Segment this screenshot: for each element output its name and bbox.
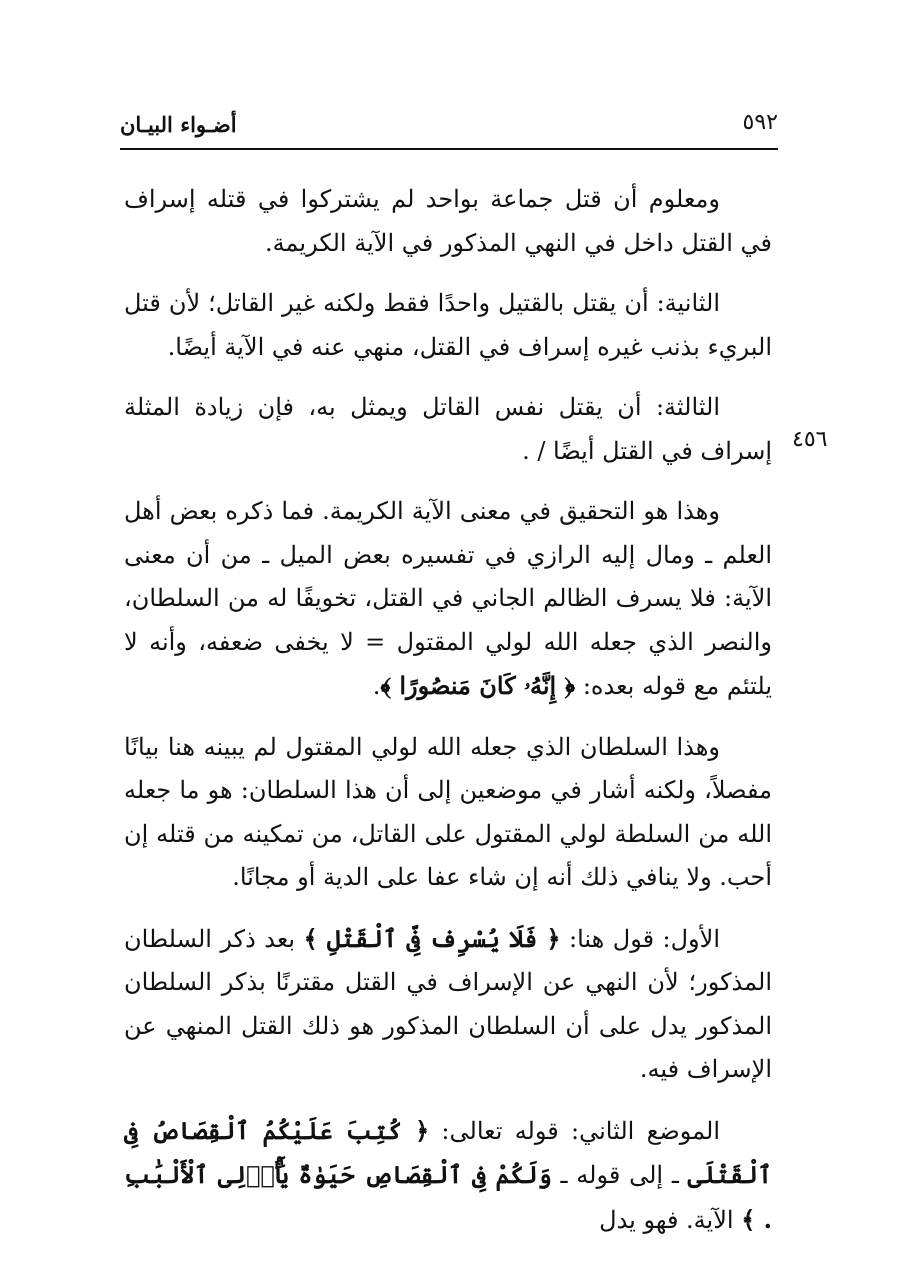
quran-verse: وَلَكُمْ فِى ٱلْقِصَاصِ حَيَوٰةٌ يَٰٓأُو۟لِى ٱلْأَلْبَٰبِ . ﴾ bbox=[124, 1160, 772, 1234]
quran-verse: ﴿ كُتِبَ عَلَيْكُمُ ٱلْقِصَاصُ فِى ٱلْقَتْلَى bbox=[124, 1115, 772, 1189]
paragraph bbox=[124, 917, 772, 1092]
body-text bbox=[124, 178, 772, 1259]
paragraph bbox=[124, 178, 772, 265]
paragraph-text: الأول: قول هنا: bbox=[560, 924, 720, 953]
paragraph-text: ـ إلى قوله ـ bbox=[551, 1161, 688, 1189]
quran-verse: ﴿ إِنَّهُۥ كَانَ مَنصُورًا ﴾ bbox=[380, 671, 576, 700]
paragraph-text: . bbox=[372, 672, 381, 700]
paragraph bbox=[124, 386, 772, 473]
paragraph bbox=[124, 1109, 772, 1243]
book-title: أضـواء البيـان bbox=[120, 112, 237, 137]
paragraph-text: الثانية: أن يقتل بالقتيل واحدًا فقط ولكنه غير القاتل؛ لأن قتل البريء بذنب غيره إسراف في القتل، منهي عنه في الآية أيضًا. bbox=[124, 289, 772, 361]
paragraph-text: وهذا هو التحقيق في معنى الآية الكريمة. فما ذكره بعض أهل العلم ـ ومال إليه الرازي في تفسيره بعض الميل ـ من أن معنى الآية: فلا يسرف الظالم الجاني في القتل، تخويفًا له من السلطان، والنصر الذي جعله الله لولي المقتول = لا يخفى ضعفه، وأنه لا يلتئم مع قوله بعده: bbox=[124, 497, 772, 700]
paragraph-text: ومعلوم أن قتل جماعة بواحد لم يشتركوا في قتله إسراف في القتل داخل في النهي المذكور في الآية الكريمة. bbox=[124, 185, 772, 257]
paragraph-text: الآية. فهو يدل bbox=[599, 1205, 742, 1234]
header-divider bbox=[120, 148, 778, 150]
quran-verse: ﴿ فَلَا يُسْرِف فِّى ٱلْقَتْلِ ﴾ bbox=[303, 923, 561, 953]
paragraph-text: بعد ذكر السلطان المذكور؛ لأن النهي عن الإسراف في القتل مقترنًا بذكر السلطان المذكور يدل على أن السلطان المذكور هو ذلك القتل المنهي عن الإسراف فيه. bbox=[124, 924, 772, 1083]
paragraph-text: وهذا السلطان الذي جعله الله لولي المقتول لم يبينه هنا بيانًا مفصلاً، ولكنه أشار في موضعين إلى أن هذا السلطان: هو ما جعله الله من السلطة لولي المقتول على القاتل، من تمكينه من قتله إن أحب. ولا ينافي ذلك أنه إن شاء عفا على الدية أو مجانًا. bbox=[124, 732, 772, 891]
margin-page-reference: ٤٥٦ bbox=[792, 427, 828, 452]
page-header bbox=[120, 108, 778, 148]
paragraph bbox=[124, 726, 772, 900]
page-number: ٥٩٢ bbox=[742, 110, 778, 135]
paragraph bbox=[124, 490, 772, 709]
paragraph-text: الموضع الثاني: قوله تعالى: bbox=[429, 1116, 721, 1145]
paragraph-text: الثالثة: أن يقتل نفس القاتل ويمثل به، فإن زيادة المثلة إسراف في القتل أيضًا / . bbox=[124, 393, 772, 465]
paragraph bbox=[124, 282, 772, 369]
